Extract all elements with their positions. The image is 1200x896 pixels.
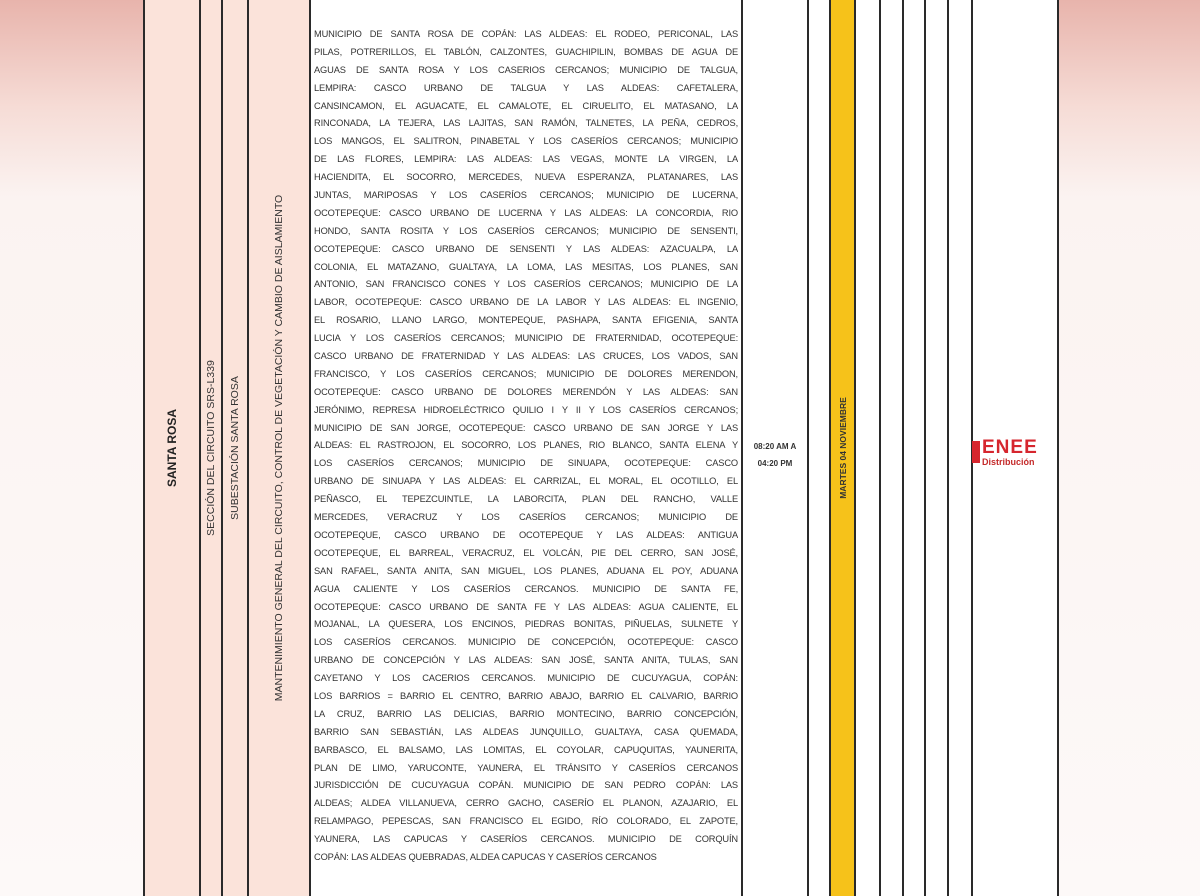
area-text-line: ANTONIO, SAN FRANCISCO CONES Y LOS CASERÍOS CERCANOS; MUNICIPIO DE LA — [314, 279, 738, 290]
background-left — [0, 0, 143, 896]
background-right — [1058, 0, 1200, 896]
area-text-line: FRANCISCO, Y LOS CASERÍOS CERCANOS; MUNICIPIO DE DOLORES MERENDON, — [314, 368, 738, 379]
area-text-line: COLONIA, EL MATAZANO, GUALTAYA, LA LOMA, LAS MESITAS, LOS PLANES, SAN — [314, 261, 738, 272]
area-text-line: LOS CASERÍOS CERCANOS. MUNICIPIO DE CONCEPCIÓN, OCOTEPEQUE: CASCO — [314, 637, 738, 648]
blank-cell — [881, 0, 904, 896]
area-text-line: AGUAS DE SANTA ROSA Y LOS CASERIOS CERCANOS; MUNICIPIO DE TALGUA, — [314, 64, 738, 75]
area-text-line: BARBASCO, EL BALSAMO, LAS LOMITAS, EL COYOLAR, CAPUQUITAS, YAUNERITA, — [314, 744, 738, 755]
area-text-line: LA CRUZ, BARRIO LAS DELICIAS, BARRIO MONTECINO, BARRIO CONCEPCIÓN, — [314, 708, 738, 719]
work-cell — [249, 0, 311, 896]
area-text-line: LUCIA Y LOS CASERÍOS CERCANOS; MUNICIPIO DE FRATERNIDAD, OCOTEPEQUE: — [314, 333, 738, 344]
area-text-line: LEMPIRA: CASCO URBANO DE TALGUA Y LAS ALDEAS: CAFETALERA, — [314, 82, 738, 93]
area-text-line: OCOTEPEQUE: CASCO URBANO DE DOLORES MERENDÓN Y LAS ALDEAS: SAN — [314, 386, 738, 397]
logo-name: ENEE — [982, 437, 1038, 458]
area-text-line: PEÑASCO, EL TEPEZCUINTLE, LA LABORCITA, PLAN DEL RANCHO, VALLE — [314, 494, 738, 505]
area-text-line: SAN RAFAEL, SANTA ANITA, SAN MIGUEL, LOS PLANES, ADUANA EL POY, ADUANA — [314, 565, 738, 576]
area-text-line: PILAS, POTRERILLOS, EL TABLÓN, CALZONTES, GUACHIPILIN, BOMBAS DE AGUA DE — [314, 46, 738, 57]
area-text-line: OCOTEPEQUE: CASCO URBANO DE SANTA FE Y LAS ALDEAS: AGUA CALIENTE, EL — [314, 601, 738, 612]
area-text-line: PLAN DE LIMO, YARUCONTE, YAUNERA, EL TRÁNSITO Y CASERÍOS CERCANOS — [314, 762, 738, 773]
area-text-line: JURISDICCIÓN DE CUCUYAGUA COPÁN. MUNICIPIO DE SAN PEDRO COPÁN: LAS — [314, 780, 738, 791]
area-text-line: HACIENDITA, EL SOCORRO, MERCEDES, NUEVA ESPERANZA, PLATANARES, LAS — [314, 172, 738, 183]
time-start: 08:20 AM A — [753, 442, 797, 451]
date-cell — [831, 0, 856, 896]
affected-areas-text — [314, 26, 738, 867]
time-range — [742, 438, 808, 472]
blank-cell — [949, 0, 973, 896]
area-text-line: CANSINCAMON, EL AGUACATE, EL CAMALOTE, EL CIRUELITO, EL MATASANO, LA — [314, 100, 738, 111]
area-text-line: JERÓNIMO, REPRESA HIDROELÉCTRICO QUILIO I Y II Y LOS CASERÍOS CERCANOS; — [314, 404, 738, 415]
area-text-line: RELAMPAGO, PEPESCAS, SAN FRANCISCO EL EGIDO, RÍO COLORADO, EL ZAPOTE, — [314, 816, 738, 827]
area-text-line: LOS CASERÍOS CERCANOS; MUNICIPIO DE SINUAPA, OCOTEPEQUE: CASCO — [314, 458, 738, 469]
area-text-line: JUNTAS, MARIPOSAS Y LOS CASERÍOS CERCANOS; MUNICIPIO DE LUCERNA, — [314, 190, 738, 201]
area-text-line: CAYETANO Y LOS CACERIOS CERCANOS. MUNICIPIO DE CUCUYAGUA, COPÁN: — [314, 673, 738, 684]
area-text-line: OCOTEPEQUE, EL BARREAL, VERACRUZ, EL VOLCÁN, PIE DEL CERRO, SAN JOSÉ, — [314, 547, 738, 558]
area-text-line: LOS BARRIOS = BARRIO EL CENTRO, BARRIO ABAJO, BARRIO EL CALVARIO, BARRIO — [314, 690, 738, 701]
blank-cell — [856, 0, 881, 896]
area-text-line: URBANO DE SINUAPA Y LAS ALDEAS: EL CARRIZAL, EL MORAL, EL OCOTILLO, EL — [314, 476, 738, 487]
area-text-line: HONDO, SANTA ROSITA Y LOS CASERÍOS CERCANOS; MUNICIPIO DE SENSENTI, — [314, 225, 738, 236]
substation-cell — [223, 0, 249, 896]
area-text-line: BARRIO SAN SEBASTIÁN, LAS ALDEAS JUNQUILLO, GUALTAYA, CASA QUEMADA, — [314, 726, 738, 737]
area-text-line: OCOTEPEQUE: CASCO URBANO DE LUCERNA Y LAS ALDEAS: LA CONCORDIA, RIO — [314, 207, 738, 218]
area-text-line: LOS MANGOS, EL SALITRON, PINABETAL Y LOS CASERÍOS CERCANOS; MUNICIPIO — [314, 136, 738, 147]
blank-cell — [926, 0, 949, 896]
time-end: 04:20 PM — [757, 459, 793, 468]
area-text-line: COPÁN: LAS ALDEAS QUEBRADAS, ALDEA CAPUCAS Y CASERÍOS CERCANOS — [314, 851, 657, 862]
area-text-line: MERCEDES, VERACRUZ Y LOS CASERÍOS CERCANOS; MUNICIPIO DE — [314, 512, 738, 523]
area-text-line: MUNICIPIO DE SANTA ROSA DE COPÁN: LAS ALDEAS: EL RODEO, PERICONAL, LAS — [314, 29, 738, 39]
substation-label: SUBESTACIÓN SANTA ROSA — [229, 376, 241, 520]
section-cell — [201, 0, 223, 896]
area-text-line: LABOR, OCOTEPEQUE: CASCO URBANO DE LA LABOR Y LAS ALDEAS: EL INGENIO, — [314, 297, 738, 308]
date-label: MARTES 04 NOVIEMBRE — [837, 397, 848, 499]
region-label: SANTA ROSA — [165, 409, 179, 487]
area-text-line: EL ROSARIO, LLANO LARGO, MONTEPEQUE, PASHAPA, SANTA EFIGENIA, SANTA — [314, 315, 738, 326]
area-text-line: OCOTEPEQUE: CASCO URBANO DE SENSENTI Y LAS ALDEAS: AZACUALPA, LA — [314, 243, 738, 254]
area-text-line: DE LAS FLORES, LEMPIRA: LAS ALDEAS: LAS VEGAS, MONTE LA VIRGEN, LA — [314, 154, 738, 165]
region-cell — [143, 0, 201, 896]
area-text-line: YAUNERA, LAS CAPUCAS Y CASERÍOS CERCANOS. MUNICIPIO DE CORQUÍN — [314, 834, 738, 845]
work-description: MANTENIMIENTO GENERAL DEL CIRCUITO, CONTROL DE VEGETACIÓN Y CAMBIO DE AISLAMIENTO — [273, 194, 285, 702]
area-text-line: AGUA CALIENTE Y LOS CASERÍOS CERCANOS. MUNICIPIO DE SANTA FE, — [314, 583, 738, 594]
blank-cell — [809, 0, 831, 896]
section-label: SECCIÓN DEL CIRCUITO SRS-L339 — [205, 360, 217, 536]
area-text-line: URBANO DE CONCEPCIÓN Y LAS ALDEAS: SAN JOSÉ, SANTA ANITA, TULAS, SAN — [314, 655, 738, 666]
area-text-line: ALDEAS; ALDEA VILLANUEVA, CERRO GACHO, CASERÍO EL PLANON, AZAJARIO, EL — [314, 798, 738, 809]
area-text-line: CASCO URBANO DE FRATERNIDAD Y LAS ALDEAS: LAS CRUCES, LOS VADOS, SAN — [314, 351, 738, 362]
logo-subtitle: Distribución — [982, 457, 1035, 467]
area-text-line: MOJANAL, LA QUESERA, LOS ENCINOS, PIEDRAS BONITAS, PIÑUELAS, SULNETE Y — [314, 619, 738, 630]
area-text-line: ALDEAS: EL RASTROJON, EL SOCORRO, LOS PLANES, RIO BLANCO, SANTA ELENA Y — [314, 440, 738, 451]
area-text-line: OCOTEPEQUE, CASCO URBANO DE OCOTEPEQUE Y LAS ALDEAS: ANTIGUA — [314, 529, 738, 540]
area-text-line: MUNICIPIO DE SAN JORGE, OCOTEPEQUE: CASCO URBANO DE SAN JORGE Y LAS — [314, 422, 738, 433]
area-text-line: RINCONADA, LA TEJERA, LAS LAJITAS, SAN RAMÓN, TALNETES, LA PEÑA, CEDROS, — [314, 118, 738, 129]
blank-cell — [904, 0, 926, 896]
enee-logo-mark-icon — [972, 441, 980, 463]
